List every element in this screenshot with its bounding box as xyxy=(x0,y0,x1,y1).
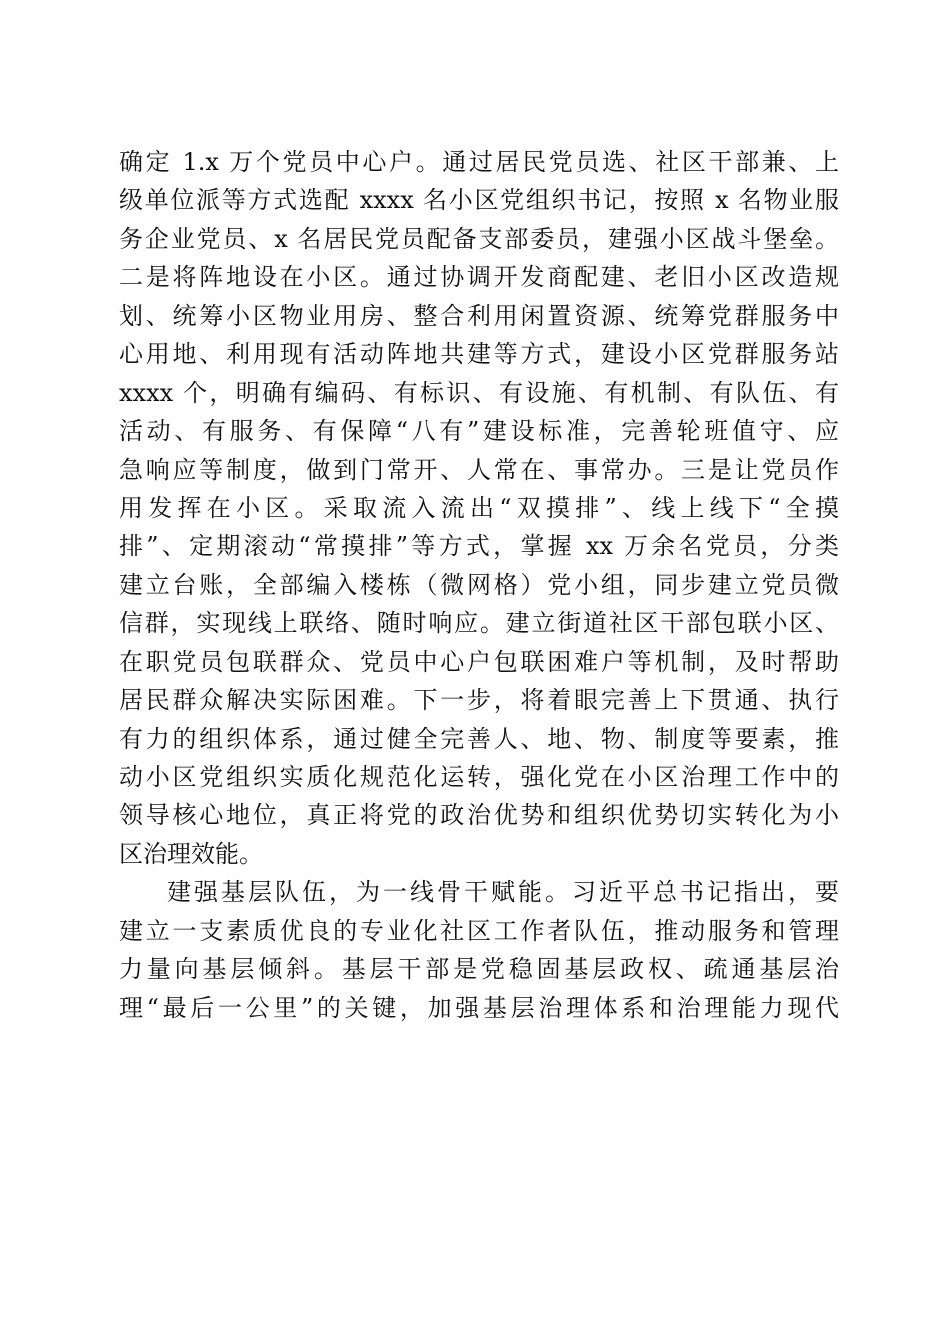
text-line: 划、统筹小区物业用房、整合利用闲置资源、统筹党群服务中 xyxy=(119,301,839,330)
text-line: 急响应等制度，做到门常开、人常在、事常办。三是让党员作 xyxy=(119,455,839,484)
text-line: 心用地、利用现有活动阵地共建等方式，建设小区党群服务站 xyxy=(119,340,839,369)
text-line: 建立一支素质优良的专业化社区工作者队伍，推动服务和管理 xyxy=(119,916,839,945)
text-line: xxxx 个，明确有编码、有标识、有设施、有机制、有队伍、有 xyxy=(119,378,839,407)
text-line: 用发挥在小区。采取流入流出“双摸排”、线上线下“全摸 xyxy=(119,493,839,522)
text-line: 区治理效能。 xyxy=(119,839,263,868)
text-line: 二是将阵地设在小区。通过协调开发商配建、老旧小区改造规 xyxy=(119,263,839,292)
text-line: 排”、定期滚动“常摸排”等方式，掌握 xx 万余名党员，分类 xyxy=(119,532,839,561)
text-line: 居民群众解决实际困难。下一步，将着眼完善上下贯通、执行 xyxy=(119,686,839,715)
text-line: 活动、有服务、有保障“八有”建设标准，完善轮班值守、应 xyxy=(119,417,839,446)
body-text xyxy=(119,143,839,1027)
text-line: 确定 1.x 万个党员中心户。通过居民党员选、社区干部兼、上 xyxy=(119,148,839,176)
text-line: 信群，实现线上联络、随时响应。建立街道社区干部包联小区、 xyxy=(119,609,839,638)
text-line: 动小区党组织实质化规范化运转，强化党在小区治理工作中的 xyxy=(119,763,839,791)
text-line: 有力的组织体系，通过健全完善人、地、物、制度等要素，推 xyxy=(119,724,839,753)
text-line: 级单位派等方式选配 xxxx 名小区党组织书记，按照 x 名物业服 xyxy=(119,186,839,215)
text-line: 建立台账，全部编入楼栋（微网格）党小组，同步建立党员微 xyxy=(119,570,839,599)
paragraph-first-line: 建强基层队伍，为一线骨干赋能。习近平总书记指出，要 xyxy=(167,878,839,907)
text-line: 在职党员包联群众、党员中心户包联困难户等机制，及时帮助 xyxy=(119,647,839,676)
text-line: 务企业党员、x 名居民党员配备支部委员，建强小区战斗堡垒。 xyxy=(119,224,839,253)
text-line: 理“最后一公里”的关键，加强基层治理体系和治理能力现代 xyxy=(119,993,839,1022)
text-line: 领导核心地位，真正将党的政治优势和组织优势切实转化为小 xyxy=(119,801,839,830)
text-line: 力量向基层倾斜。基层干部是党稳固基层政权、疏通基层治 xyxy=(119,955,839,984)
